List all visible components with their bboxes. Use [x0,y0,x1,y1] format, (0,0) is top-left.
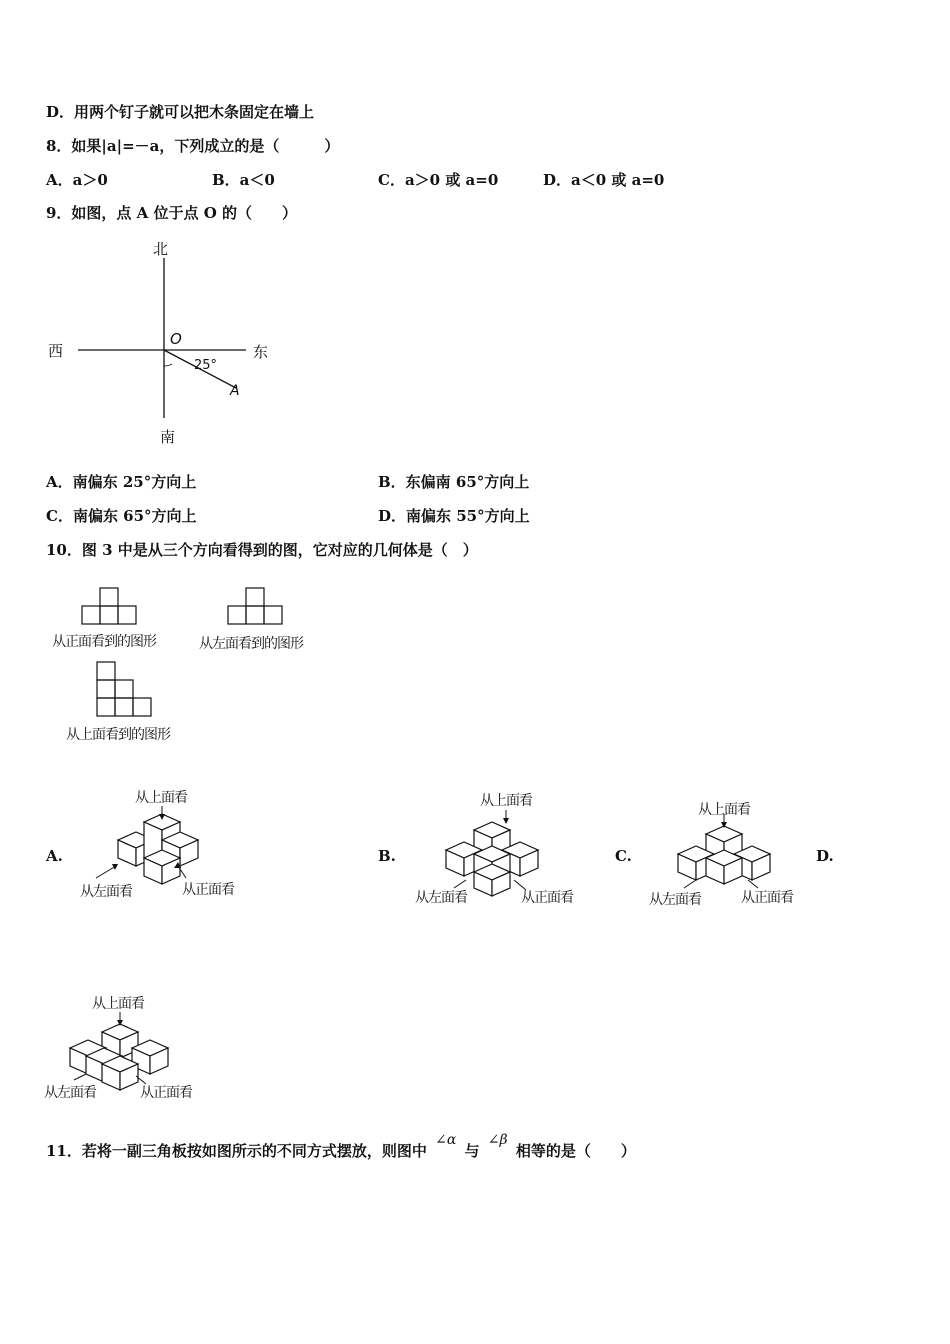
option-d-cubes [66,1012,176,1092]
q10-option-b: B. [378,847,396,865]
q11-stem [46,1132,636,1162]
q8-option-c: C．a＞0 或 a=0 [378,171,499,189]
label-point-a: A [230,383,240,399]
q9-option-d: D．南偏东 55°方向上 [378,507,530,525]
option-a-cubes [108,804,248,894]
q8-option-d: D．a＜0 或 a=0 [543,171,665,189]
q11-stem-pre: 11．若将一副三角板按如图所示的不同方式摆放，则图中 [46,1142,427,1160]
q10-stem: 10．图 3 中是从三个方向看得到的图，它对应的几何体是（ ） [46,541,478,559]
option-b-cubes [440,808,560,898]
q8-option-a: A．a＞0 [46,171,108,189]
option-c-left-label: 从左面看 [649,892,701,908]
option-a-top-label: 从上面看 [135,790,187,806]
option-c-top-label: 从上面看 [698,802,750,818]
label-origin-o: O [170,330,182,348]
left-view-grid [226,588,296,628]
angle-arc [164,364,172,366]
option-d-left-label: 从左面看 [44,1085,96,1101]
option-d-top-label: 从上面看 [92,996,144,1012]
q7-option-d: D．用两个钉子就可以把木条固定在墙上 [46,103,315,121]
label-angle: 25° [194,358,218,373]
front-view-grid [80,588,150,628]
option-a-left-label: 从左面看 [80,884,132,900]
q9-option-a: A．南偏东 25°方向上 [46,473,197,491]
option-d-front-label: 从正面看 [140,1085,192,1101]
q9-stem: 9．如图，点 A 位于点 O 的（ ） [46,204,298,222]
q10-option-a: A. [46,847,63,865]
q11-beta: ∠β [487,1132,508,1148]
option-c-front-label: 从正面看 [741,890,793,906]
label-south: 南 [160,428,176,446]
front-view-caption: 从正面看到的图形 [52,634,156,650]
top-view-grid [95,662,165,718]
q11-mid: 与 [464,1142,480,1160]
q8-option-b: B．a＜0 [212,171,275,189]
q9-option-b: B．东偏南 65°方向上 [378,473,530,491]
q11-alpha: ∠α [435,1132,457,1148]
option-c-cubes [672,818,782,898]
top-view-caption: 从上面看到的图形 [66,727,170,743]
option-b-front-label: 从正面看 [521,890,573,906]
left-view-caption: 从左面看到的图形 [199,636,303,652]
label-north: 北 [153,240,169,258]
option-a-front-label: 从正面看 [182,882,234,898]
option-b-left-label: 从左面看 [415,890,467,906]
q11-stem-post: 相等的是（ ） [515,1142,636,1160]
q10-option-d: D. [816,847,834,865]
q9-option-c: C．南偏东 65°方向上 [46,507,197,525]
q10-option-c: C. [615,847,632,865]
label-east: 东 [253,343,269,361]
label-west: 西 [48,342,64,360]
q8-stem: 8．如果|a|=－a，下列成立的是（ ） [46,137,340,155]
option-b-top-label: 从上面看 [480,793,532,809]
